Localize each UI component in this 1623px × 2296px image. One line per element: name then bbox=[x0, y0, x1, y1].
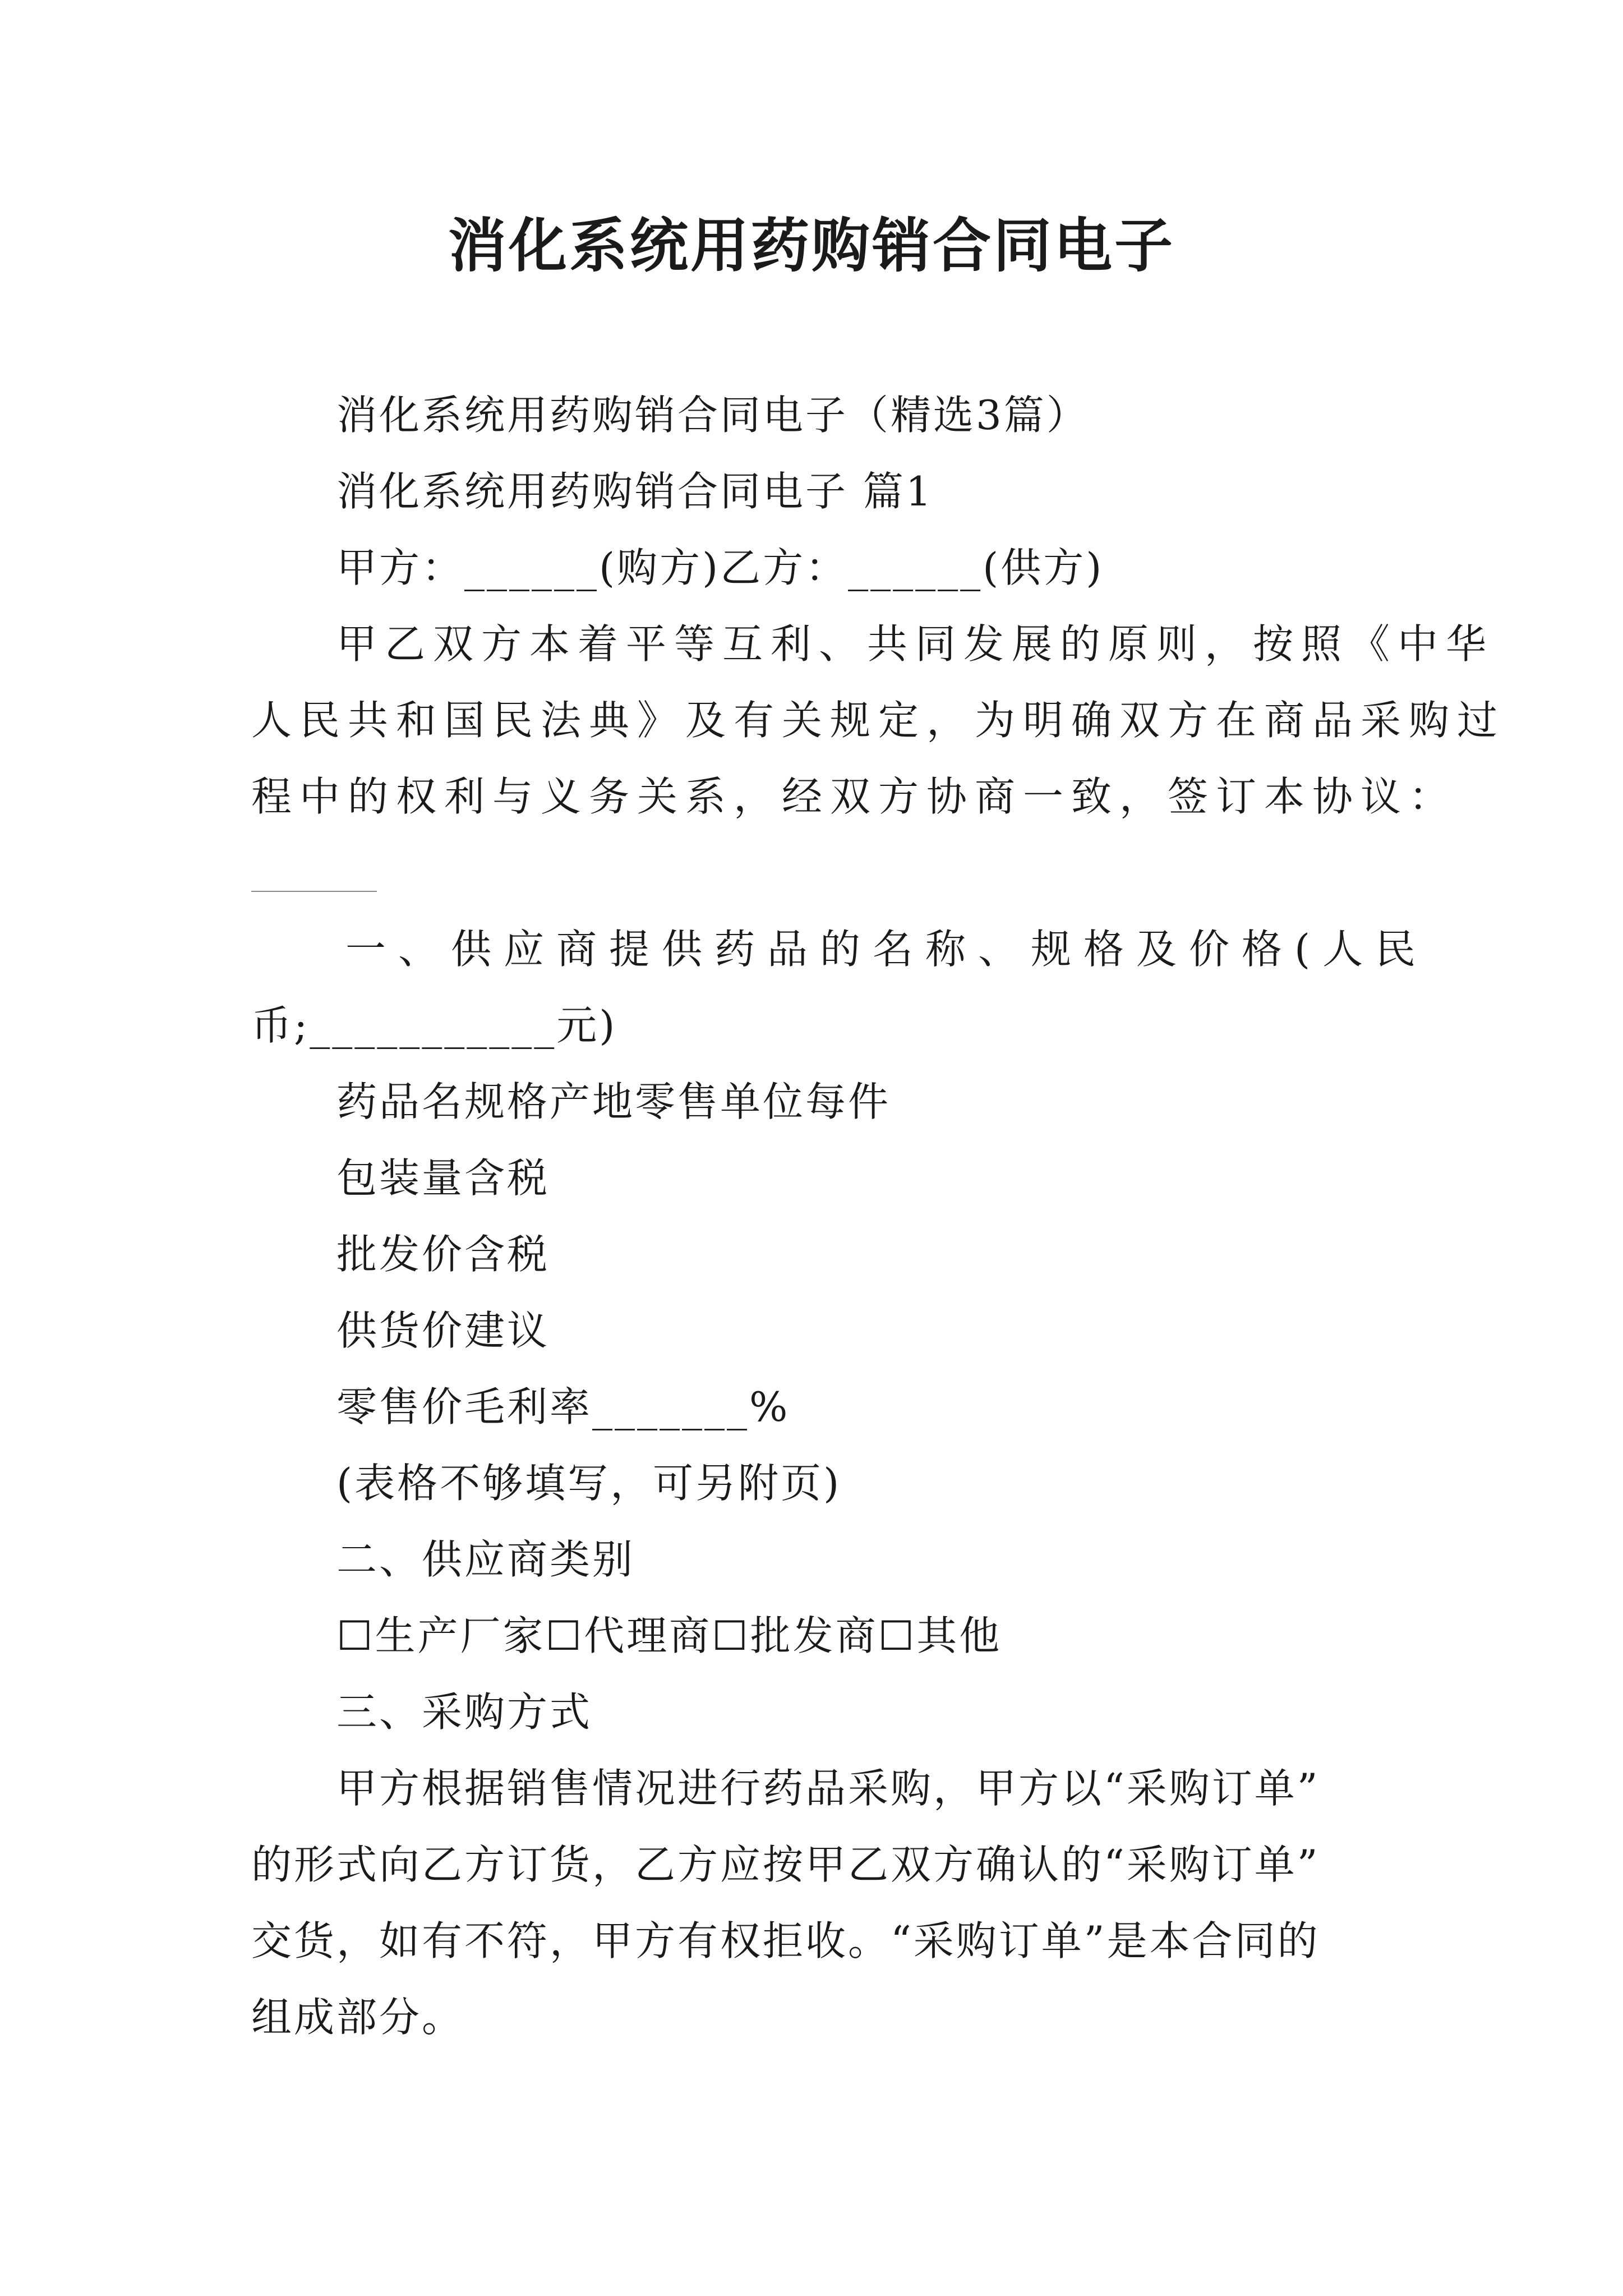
clause-heading-1: 一、供应商提供药品的名称、规格及价格(人民 bbox=[345, 926, 1428, 973]
footnote-separator bbox=[251, 891, 377, 892]
paragraph-line: 程中的权利与义务关系，经双方协商一致，签订本协议： bbox=[251, 773, 1458, 820]
clause-heading-3: 三、采购方式 bbox=[336, 1688, 593, 1736]
subtitle-selection: 消化系统用药购销合同电子（精选3篇） bbox=[336, 392, 1089, 439]
paragraph-line: 交货，如有不符，甲方有权拒收。“采购订单”是本合同的 bbox=[251, 1917, 1320, 1964]
document-title: 消化系统用药购销合同电子 bbox=[448, 211, 1175, 280]
list-item: 药品名规格产地零售单位每件 bbox=[336, 1078, 891, 1125]
list-item: 零售价毛利率_______% bbox=[336, 1383, 790, 1430]
list-item: 包装量含税 bbox=[336, 1154, 550, 1202]
list-item: 批发价含税 bbox=[336, 1231, 550, 1278]
paragraph-line: 的形式向乙方订货，乙方应按甲乙双方确认的“采购订单” bbox=[251, 1841, 1320, 1888]
paragraph-line: 甲乙双方本着平等互利、共同发展的原则，按照《中华 bbox=[336, 620, 1495, 668]
clause-heading-2: 二、供应商类别 bbox=[336, 1536, 635, 1583]
note-line: (表格不够填写，可另附页) bbox=[336, 1460, 842, 1507]
paragraph-line: 人民共和国民法典》及有关规定，为明确双方在商品采购过 bbox=[251, 697, 1506, 744]
paragraph-line: 甲方根据销售情况进行药品采购，甲方以“采购订单” bbox=[336, 1765, 1320, 1812]
supplier-type-options: ☐生产厂家☐代理商☐批发商☐其他 bbox=[336, 1612, 1002, 1659]
paragraph-line: 组成部分。 bbox=[251, 1994, 465, 2041]
clause-line: 币;___________元) bbox=[251, 1002, 617, 1049]
parties-line: 甲方：______(购方)乙方：______(供方) bbox=[336, 544, 1104, 591]
list-item: 供货价建议 bbox=[336, 1307, 550, 1354]
section-heading-part1: 消化系统用药购销合同电子 篇1 bbox=[336, 468, 934, 515]
